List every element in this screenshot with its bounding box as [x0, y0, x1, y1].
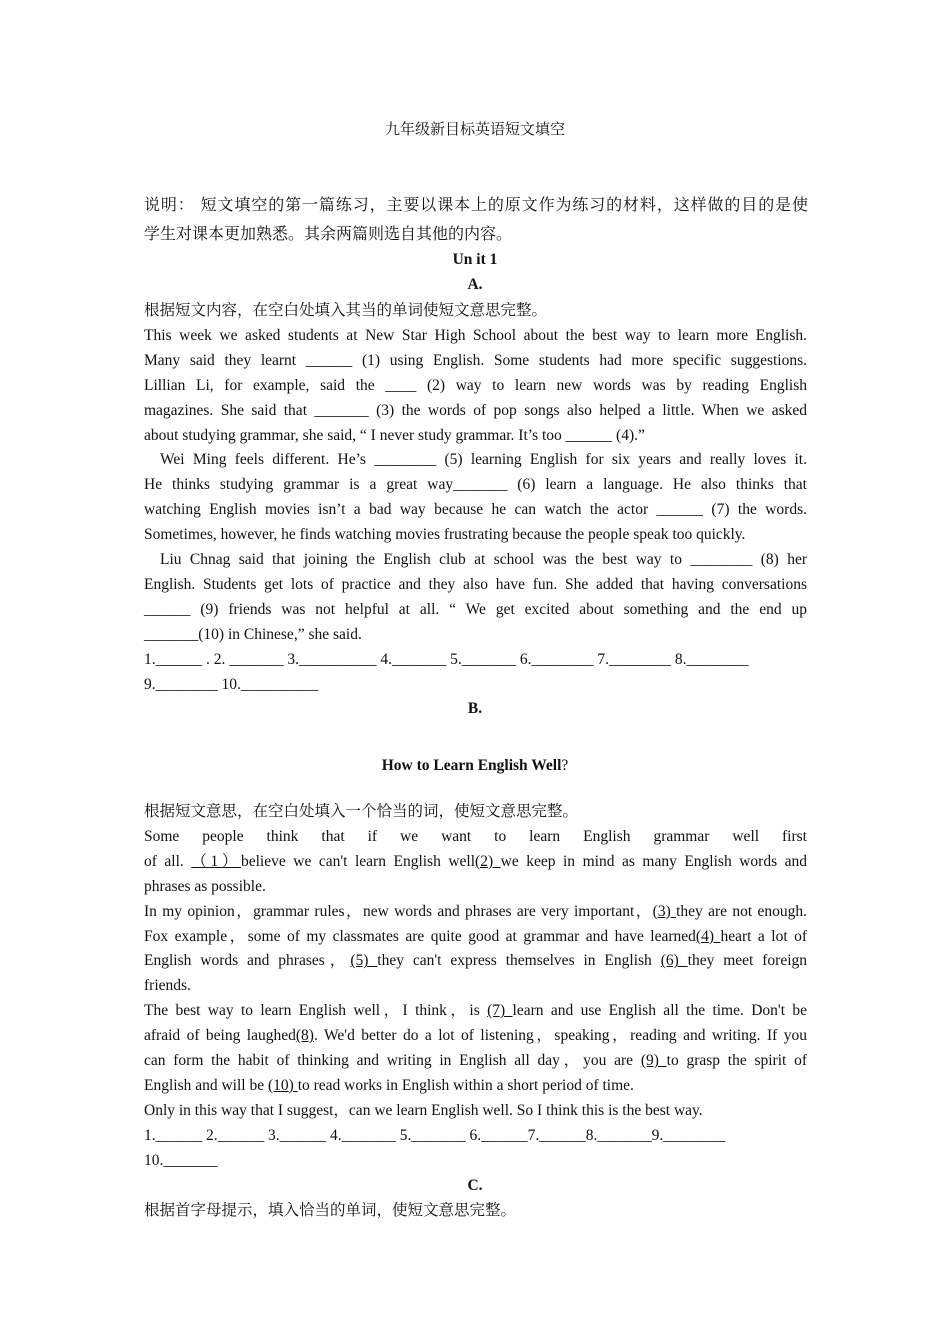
blank-2: (2) — [475, 852, 501, 870]
section-a-passage — [144, 299, 807, 698]
passage-line: The best way to learn English well，I think，is (7) learn and use English all the time. Don't be — [144, 1002, 807, 1020]
question-mark: ? — [561, 757, 569, 774]
section-c-passage — [144, 1199, 807, 1224]
passage-line: Fox example，some of my classmates are quite good at grammar and have learned(4) heart a lot of — [144, 927, 807, 945]
passage-line: watching English movies isn’t a bad way because he can watch the actor ______ (7) the words. — [144, 501, 807, 519]
passage-line: Some people think that if we want to learn English grammar well first — [144, 827, 807, 845]
passage-line: He thinks studying grammar is a great way_______ (6) learn a language. He also thinks that — [144, 476, 807, 494]
unit-heading: Un it 1 — [452, 251, 498, 268]
passage-line: afraid of being laughed(8). We'd better do a lot of listening，speaking，reading and writing. If you — [144, 1027, 807, 1045]
blank-10: (10) — [268, 1076, 298, 1094]
passage-line: This week we asked students at New Star High School about the best way to learn more English. — [144, 326, 807, 344]
section-c-label: C. — [467, 1177, 483, 1194]
answer-blanks-line: 1.______ . 2. _______ 3.__________ 4._______ 5._______ 6.________ 7.________ 8.________ — [144, 650, 749, 668]
blank-7: (7) — [487, 1002, 513, 1020]
passage-line: Only in this way that I suggest，can we learn English well. So I think this is the best way. — [144, 1101, 703, 1119]
section-b-label: B. — [467, 700, 483, 717]
passage-line: _______(10) in Chinese,” she said. — [144, 625, 362, 643]
section-b-passage — [144, 800, 807, 1174]
passage-line: In my opinion，grammar rules，new words and phrases are very important，(3) they are not enough. — [144, 902, 807, 920]
passage-line: phrases as possible. — [144, 877, 266, 895]
passage-line: Sometimes, however, he finds watching movies frustrating because the people speak too quickly. — [144, 526, 746, 544]
section-b-heading-text: How to Learn English Well — [381, 757, 562, 774]
blank-4: (4) — [695, 927, 721, 945]
note-line-2: 学生对课本更加熟悉。其余两篇则选自其他的内容。 — [144, 224, 513, 243]
blank-5: (5) — [350, 952, 378, 970]
passage-line: magazines. She said that _______ (3) the words of pop songs also helped a little. When we asked — [144, 401, 807, 419]
section-c-instruction: 根据首字母提示，填入恰当的单词，使短文意思完整。 — [144, 1202, 517, 1219]
passage-line: about studying grammar, she said, “ I never study grammar. It’s too ______ (4).” — [144, 426, 645, 444]
passage-line: friends. — [144, 977, 191, 995]
answer-blanks-line: 9.________ 10.__________ — [144, 675, 319, 693]
section-b-heading — [0, 757, 950, 775]
section-a-instruction: 根据短文内容，在空白处填入其当的单词使短文意思完整。 — [144, 302, 548, 319]
blank-6: (6) — [660, 952, 688, 970]
note-line-1: 说明： 短文填空的第一篇练习，主要以课本上的原文作为练习的材料，这样做的目的是使 — [144, 195, 808, 214]
passage-line: English and will be (10) to read works in English within a short period of time. — [144, 1076, 634, 1094]
passage-line: Liu Chnag said that joining the English club at school was the best way to ________ (8) her — [160, 551, 807, 569]
blank-8: (8) — [295, 1027, 314, 1045]
passage-line: Many said they learnt ______ (1) using English. Some students had more specific suggestions. — [144, 351, 807, 369]
passage-line: Wei Ming feels different. He’s ________ (5) learning English for six years and really loves it. — [160, 451, 807, 469]
passage-line: Lillian Li, for example, said the ____ (2) way to learn new words was by reading English — [144, 376, 807, 394]
blank-9: (9) — [640, 1052, 667, 1070]
answer-blanks-line: 1.______ 2.______ 3.______ 4._______ 5._______ 6.______7.______8._______9.________ — [144, 1126, 726, 1144]
passage-line: ______ (9) friends was not helpful at all. “ We get excited about something and the end up — [144, 600, 807, 618]
passage-line: English words and phrases，(5) they can't express themselves in English (6) they meet foreign — [144, 952, 807, 970]
page-title: 九年级新目标英语短文填空 — [384, 122, 565, 138]
passage-line: can form the habit of thinking and writing in English all day，you are (9) to grasp the spirit of — [144, 1052, 807, 1070]
blank-1: （1） — [191, 852, 241, 870]
section-a-label: A. — [467, 276, 483, 293]
passage-line: English. Students get lots of practice and they also have fun. She added that having conversations — [144, 575, 807, 593]
section-b-instruction: 根据短文意思，在空白处填入一个恰当的词，使短文意思完整。 — [144, 803, 579, 820]
passage-line: of all. （1）believe we can't learn English well(2) we keep in mind as many English words and — [144, 852, 807, 870]
instruction-note — [144, 190, 808, 248]
answer-blanks-line: 10._______ — [144, 1151, 218, 1169]
blank-3: (3) — [652, 902, 677, 920]
